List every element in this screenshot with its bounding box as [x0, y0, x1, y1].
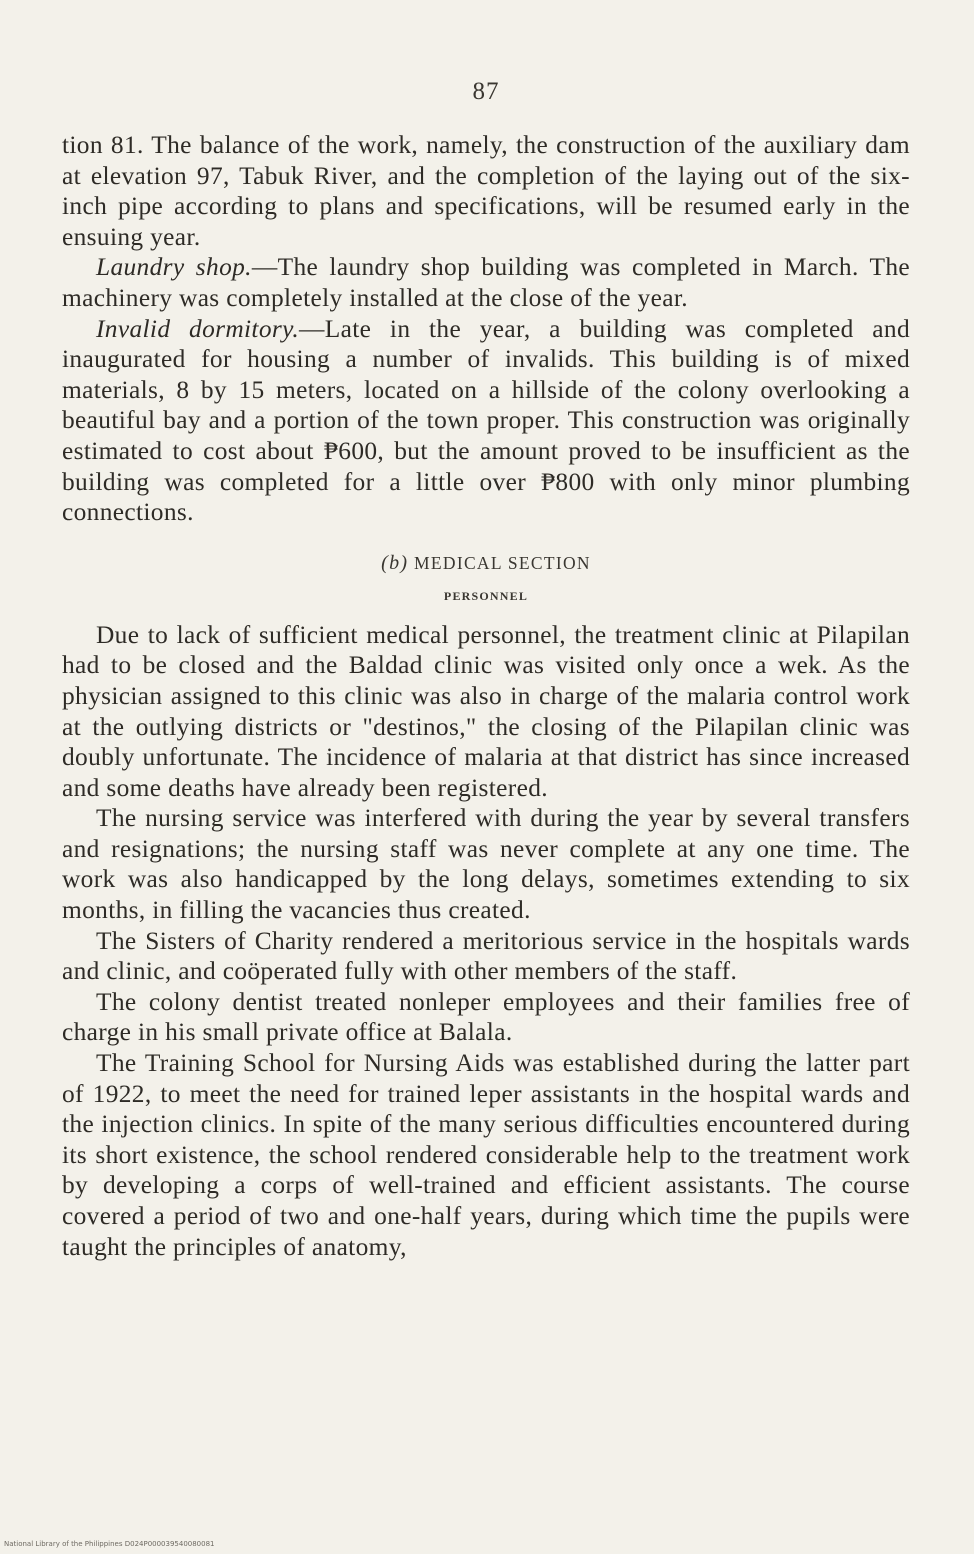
footer-source-label: National Library of the Philippines D024P000039540080081 [4, 1540, 215, 1548]
paragraph-clinic-closure: Due to lack of sufficient medical personnel, the treatment clinic at Pilapilan had to be closed and the Baldad clinic was visited only once a wek. As the physician assigned to this clinic was also in charge of the malaria control work at the outlying districts or "destinos," the closing of the Pilapilan clinic was doubly unfortunate. The incidence of malaria at that district has since increased and some deaths have already been registered. [62, 620, 910, 802]
paragraph-continuation: tion 81. The balance of the work, namely, the construction of the auxiliary dam at elevation 97, Tabuk River, and the completion of the laying out of the six-inch pipe according to plans and specifications, will be resumed early in the ensuing year. [62, 131, 910, 251]
section-heading [62, 552, 910, 575]
document-page [62, 78, 910, 1262]
paragraph-laundry-shop [62, 252, 910, 313]
paragraph-laundry-shop-text: —The laundry shop building was completed in March. The machinery was completely installed at the close of the year. [62, 253, 910, 312]
run-in-heading-invalid-dormitory: Invalid dormitory. [96, 314, 300, 343]
paragraph-sisters-of-charity: The Sisters of Charity rendered a meritorious service in the hospitals wards and clinic, and coöperated fully with other members of the staff. [62, 926, 910, 986]
paragraph-training-school: The Training School for Nursing Aids was established during the latter part of 1922, to meet the need for trained leper assistants in the hospital wards and the injection clinics. In spite of the many serious difficulties encountered during its short existence, the school rendered considerable help to the treatment work by developing a corps of well-trained and efficient assistants. The course covered a period of two and one-half years, during which time the pupils were taught the principles of anatomy, [62, 1049, 910, 1261]
section-title: MEDICAL SECTION [414, 552, 591, 573]
sub-heading-personnel: PERSONNEL [443, 588, 529, 603]
paragraph-colony-dentist: The colony dentist treated nonleper employees and their families free of charge in his small private office at Balala. [62, 987, 910, 1047]
section-letter: (b) [381, 551, 409, 574]
page-number: 87 [472, 78, 500, 105]
paragraph-invalid-dormitory-text: —Late in the year, a building was completed and inaugurated for housing a number of invalids. This building is of mixed materials, 8 by 15 meters, located on a hillside of the colony overlooking a beautiful bay and a portion of the town proper. This construction was originally estimated to cost about ₱600, but the amount proved to be insufficient as the building was completed for a little over ₱800 with only minor plumbing connections. [62, 314, 910, 527]
paragraph-nursing-service: The nursing service was interfered with during the year by several transfers and resignations; the nursing staff was never complete at any one time. The work was also handicapped by the long delays, sometimes extending to six months, in filling the vacancies thus created. [62, 804, 910, 925]
run-in-heading-laundry-shop: Laundry shop. [96, 253, 252, 282]
paragraph-invalid-dormitory [62, 314, 910, 528]
